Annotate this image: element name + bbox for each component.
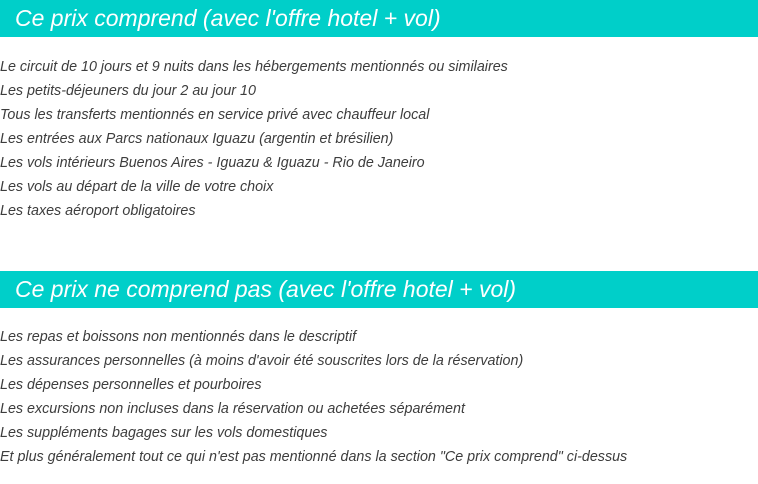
included-item: Les taxes aéroport obligatoires [0,203,196,219]
included-section-title: Ce prix comprend (avec l'offre hotel + vol) [0,0,758,37]
excluded-item: Les excursions non incluses dans la réservation ou achetées séparément [0,401,465,417]
included-section [0,0,758,223]
excluded-section [0,271,758,469]
excluded-section-title: Ce prix ne comprend pas (avec l'offre hotel + vol) [0,271,758,308]
included-item: Le circuit de 10 jours et 9 nuits dans les hébergements mentionnés ou similaires [0,59,508,75]
excluded-item: Les repas et boissons non mentionnés dans le descriptif [0,329,357,345]
included-item: Les vols intérieurs Buenos Aires - Iguazu & Iguazu - Rio de Janeiro [0,155,425,171]
included-item: Les petits-déjeuners du jour 2 au jour 10 [0,83,256,99]
included-item: Les vols au départ de la ville de votre choix [0,179,274,195]
included-item: Tous les transferts mentionnés en service privé avec chauffeur local [0,107,430,123]
included-item: Les entrées aux Parcs nationaux Iguazu (argentin et brésilien) [0,131,394,147]
included-items-list [0,55,758,223]
excluded-items-list [0,325,758,469]
excluded-item: Et plus généralement tout ce qui n'est pas mentionné dans la section "Ce prix comprend" ci-dessus [0,449,628,465]
excluded-item: Les dépenses personnelles et pourboires [0,377,262,393]
excluded-item: Les suppléments bagages sur les vols domestiques [0,425,328,441]
excluded-item: Les assurances personnelles (à moins d'avoir été souscrites lors de la réservation) [0,353,524,369]
